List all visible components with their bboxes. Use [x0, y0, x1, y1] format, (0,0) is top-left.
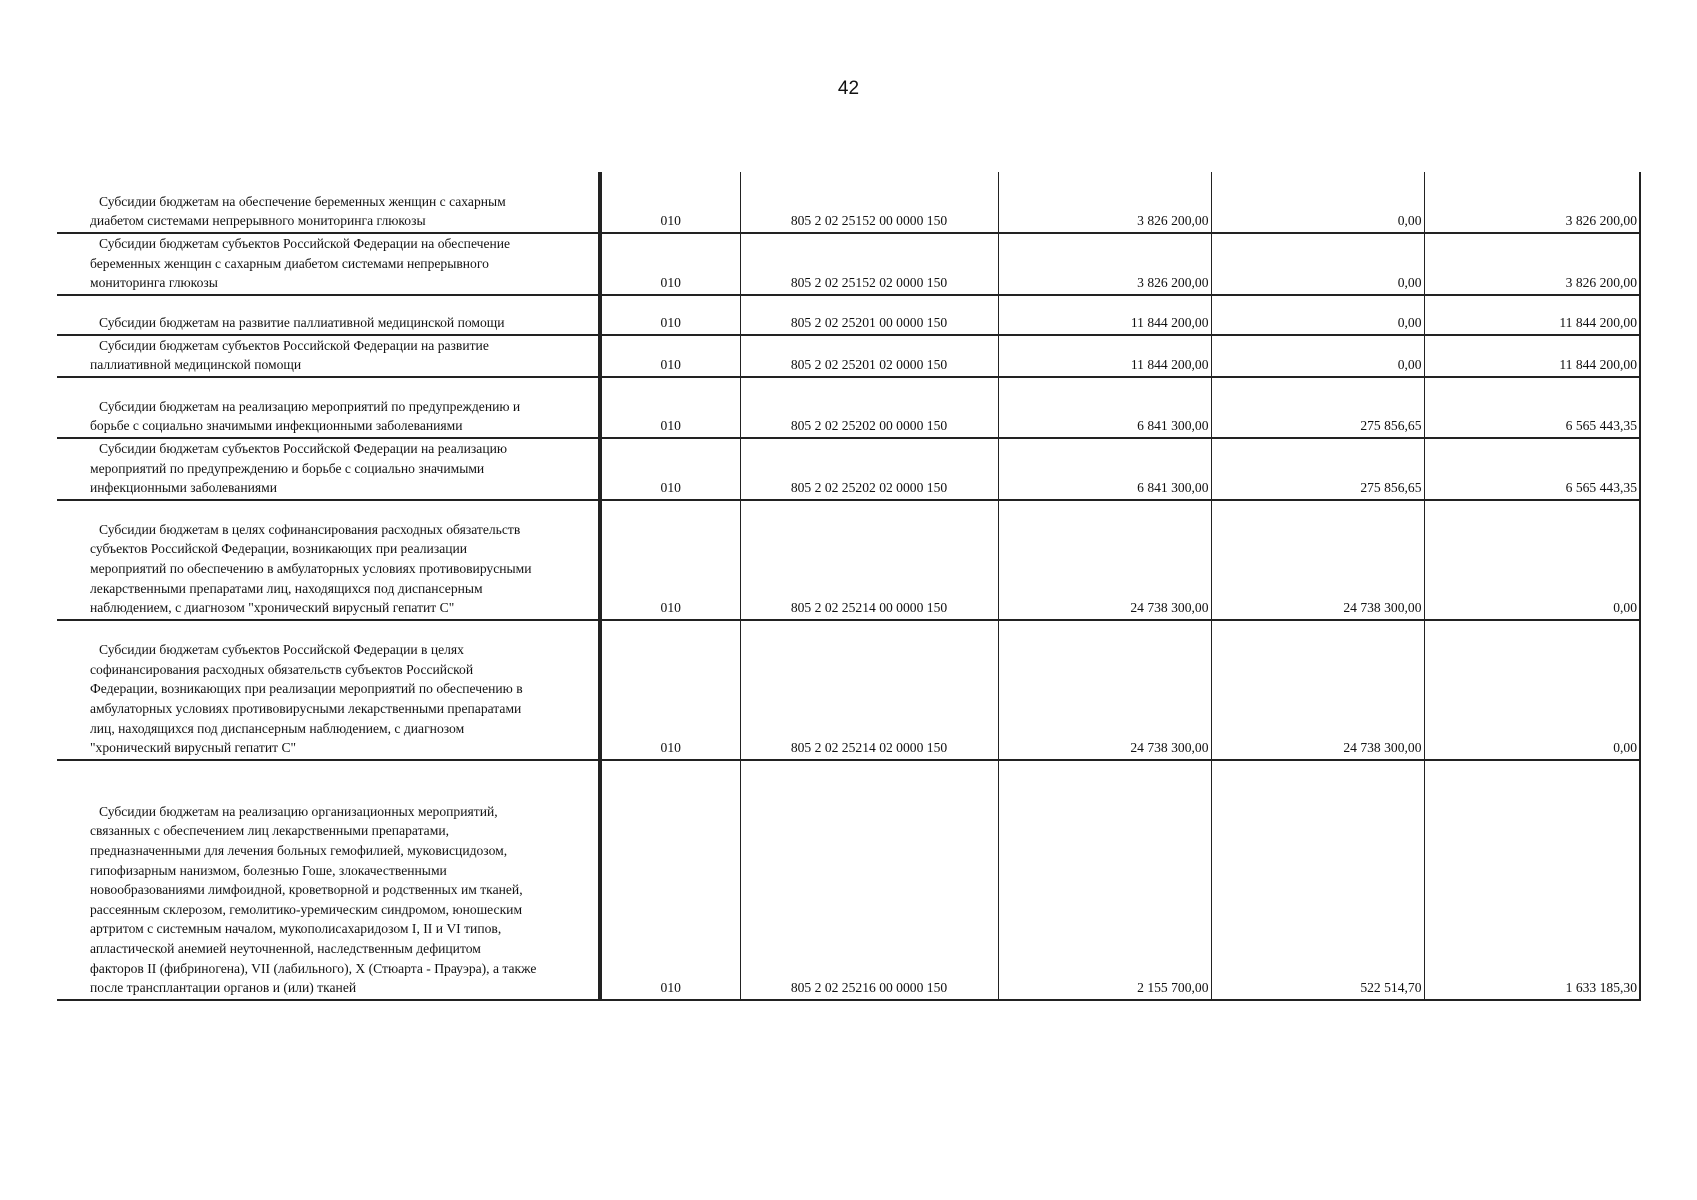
- cell-approved-amount: 24 738 300,00: [998, 500, 1211, 620]
- indicator-name-line: лекарственными препаратами лиц, находящихся под диспансерным: [90, 580, 483, 596]
- cell-budget-code: 805 2 02 25216 00 0000 150: [740, 760, 998, 1000]
- cell-unexecuted-amount: 11 844 200,00: [1424, 295, 1640, 335]
- cell-unexecuted-amount: 3 826 200,00: [1424, 172, 1640, 233]
- cell-approved-amount: 3 826 200,00: [998, 233, 1211, 295]
- cell-executed-amount: 0,00: [1211, 233, 1424, 295]
- cell-line-code: 010: [600, 500, 740, 620]
- cell-unexecuted-amount: 6 565 443,35: [1424, 377, 1640, 438]
- cell-line-code: 010: [600, 760, 740, 1000]
- indicator-name-line: после трансплантации органов и (или) тканей: [90, 980, 357, 996]
- indicator-name-line: борьбе с социально значимыми инфекционными заболеваниями: [90, 418, 463, 434]
- table-row: [57, 620, 1640, 760]
- indicator-name-line: новообразованиями лимфоидной, кроветворной и родственных им тканей,: [90, 882, 523, 898]
- cell-executed-amount: 522 514,70: [1211, 760, 1424, 1000]
- cell-executed-amount: 24 738 300,00: [1211, 500, 1424, 620]
- cell-budget-code: 805 2 02 25202 00 0000 150: [740, 377, 998, 438]
- cell-line-code: 010: [600, 377, 740, 438]
- indicator-name-line: мероприятий по предупреждению и борьбе с социально значимыми: [90, 460, 485, 476]
- indicator-name-line: беременных женщин с сахарным диабетом системами непрерывного: [90, 255, 489, 271]
- indicator-name-line: рассеянным склерозом, гемолитико-уремическим синдромом, юношеским: [90, 901, 523, 917]
- cell-budget-code: 805 2 02 25152 02 0000 150: [740, 233, 998, 295]
- cell-unexecuted-amount: 3 826 200,00: [1424, 233, 1640, 295]
- cell-indicator-name: [57, 438, 600, 500]
- budget-table: [57, 172, 1641, 1001]
- indicator-name-line: Субсидии бюджетам на реализацию организационных мероприятий,: [99, 803, 498, 819]
- cell-budget-code: 805 2 02 25201 02 0000 150: [740, 335, 998, 377]
- indicator-name-line: Субсидии бюджетам субъектов Российской Федерации на реализацию: [99, 440, 508, 456]
- indicator-name-line: субъектов Российской Федерации, возникающих при реализации: [90, 541, 468, 557]
- indicator-name-line: Субсидии бюджетам на обеспечение беременных женщин с сахарным: [99, 193, 506, 209]
- cell-budget-code: 805 2 02 25152 00 0000 150: [740, 172, 998, 233]
- table-row: [57, 295, 1640, 335]
- indicator-name-line: гипофизарным нанизмом, болезнью Гоше, злокачественными: [90, 862, 447, 878]
- cell-budget-code: 805 2 02 25202 02 0000 150: [740, 438, 998, 500]
- indicator-name-line: Субсидии бюджетам на развитие паллиативной медицинской помощи: [99, 315, 505, 331]
- indicator-name-line: лиц, находящихся под диспансерным наблюдением, с диагнозом: [90, 720, 465, 736]
- indicator-name-line: Федерации, возникающих при реализации мероприятий по обеспечению в: [90, 681, 523, 697]
- table-row: [57, 233, 1640, 295]
- indicator-name-line: артритом с системным началом, мукополисахаридозом I, II и VI типов,: [90, 921, 502, 937]
- indicator-name-line: Субсидии бюджетам субъектов Российской Федерации на обеспечение: [99, 236, 511, 251]
- indicator-name-line: "хронический вирусный гепатит C": [90, 740, 297, 756]
- indicator-name-line: связанных с обеспечением лиц лекарственными препаратами,: [90, 823, 449, 839]
- indicator-name-line: наблюдением, с диагнозом "хронический вирусный гепатит C": [90, 600, 455, 616]
- cell-indicator-name: [57, 620, 600, 760]
- cell-indicator-name: [57, 295, 600, 335]
- table-body: [57, 172, 1640, 1000]
- cell-line-code: 010: [600, 233, 740, 295]
- table-row: [57, 760, 1640, 1000]
- cell-unexecuted-amount: 11 844 200,00: [1424, 335, 1640, 377]
- indicator-name-line: мероприятий по обеспечению в амбулаторных условиях противовирусными: [90, 560, 532, 576]
- cell-unexecuted-amount: 0,00: [1424, 620, 1640, 760]
- cell-approved-amount: 6 841 300,00: [998, 377, 1211, 438]
- cell-approved-amount: 11 844 200,00: [998, 335, 1211, 377]
- cell-line-code: 010: [600, 295, 740, 335]
- indicator-name-line: Субсидии бюджетам субъектов Российской Федерации на развитие: [99, 337, 489, 353]
- indicator-name-line: предназначенными для лечения больных гемофилией, муковисцидозом,: [90, 843, 508, 858]
- page-number: 42: [837, 78, 860, 99]
- table-row: [57, 335, 1640, 377]
- cell-executed-amount: 24 738 300,00: [1211, 620, 1424, 760]
- cell-line-code: 010: [600, 620, 740, 760]
- cell-indicator-name: [57, 760, 600, 1000]
- cell-budget-code: 805 2 02 25201 00 0000 150: [740, 295, 998, 335]
- cell-budget-code: 805 2 02 25214 02 0000 150: [740, 620, 998, 760]
- cell-executed-amount: 0,00: [1211, 295, 1424, 335]
- cell-approved-amount: 3 826 200,00: [998, 172, 1211, 233]
- cell-approved-amount: 11 844 200,00: [998, 295, 1211, 335]
- indicator-name-line: диабетом системами непрерывного мониторинга глюкозы: [90, 213, 426, 229]
- cell-indicator-name: [57, 377, 600, 438]
- cell-line-code: 010: [600, 172, 740, 233]
- cell-indicator-name: [57, 500, 600, 620]
- indicator-name-line: Субсидии бюджетам на реализацию мероприятий по предупреждению и: [99, 398, 521, 414]
- cell-indicator-name: [57, 172, 600, 233]
- cell-executed-amount: 0,00: [1211, 172, 1424, 233]
- cell-approved-amount: 2 155 700,00: [998, 760, 1211, 1000]
- cell-approved-amount: 24 738 300,00: [998, 620, 1211, 760]
- indicator-name-line: факторов II (фибриногена), VII (лабильного), X (Стюарта - Прауэра), а также: [90, 960, 537, 976]
- table-row: [57, 377, 1640, 438]
- indicator-name-line: инфекционными заболеваниями: [90, 480, 278, 496]
- cell-indicator-name: [57, 335, 600, 377]
- table-row: [57, 172, 1640, 233]
- cell-executed-amount: 275 856,65: [1211, 377, 1424, 438]
- indicator-name-line: Субсидии бюджетам субъектов Российской Федерации в целях: [99, 642, 464, 658]
- table-row: [57, 500, 1640, 620]
- cell-line-code: 010: [600, 438, 740, 500]
- indicator-name-line: Субсидии бюджетам в целях софинансирования расходных обязательств: [99, 521, 521, 537]
- cell-unexecuted-amount: 0,00: [1424, 500, 1640, 620]
- cell-executed-amount: 0,00: [1211, 335, 1424, 377]
- indicator-name-line: апластической анемией неуточненной, наследственным дефицитом: [90, 940, 481, 956]
- cell-executed-amount: 275 856,65: [1211, 438, 1424, 500]
- table-row: [57, 438, 1640, 500]
- cell-budget-code: 805 2 02 25214 00 0000 150: [740, 500, 998, 620]
- indicator-name-line: мониторинга глюкозы: [90, 275, 218, 291]
- cell-unexecuted-amount: 6 565 443,35: [1424, 438, 1640, 500]
- cell-line-code: 010: [600, 335, 740, 377]
- indicator-name-line: софинансирования расходных обязательств субъектов Российской: [90, 661, 474, 677]
- cell-approved-amount: 6 841 300,00: [998, 438, 1211, 500]
- indicator-name-line: амбулаторных условиях противовирусными лекарственными препаратами: [90, 700, 522, 716]
- cell-unexecuted-amount: 1 633 185,30: [1424, 760, 1640, 1000]
- indicator-name-line: паллиативной медицинской помощи: [90, 357, 302, 373]
- cell-indicator-name: [57, 233, 600, 295]
